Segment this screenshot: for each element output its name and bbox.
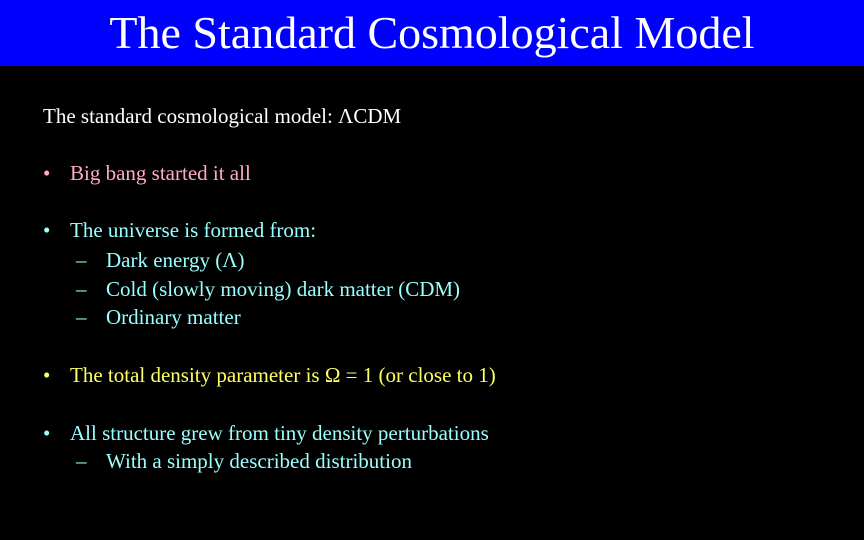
bullet-structure-growth: All structure grew from tiny density perturbations — [70, 421, 489, 445]
bullet-marker: • — [43, 218, 51, 242]
bullet-marker: • — [43, 363, 51, 387]
slide-title: The Standard Cosmological Model — [109, 7, 755, 58]
subitem-dark-energy: Dark energy (Λ) — [106, 248, 245, 272]
dash-marker: – — [76, 248, 87, 272]
subitem-ordinary-matter: Ordinary matter — [106, 305, 241, 329]
bullet-universe-formed: The universe is formed from: — [70, 218, 317, 242]
dash-marker: – — [76, 449, 87, 473]
bullet-marker: • — [43, 161, 51, 185]
bullet-marker: • — [43, 421, 51, 445]
dash-marker: – — [76, 305, 87, 329]
subitem-distribution: With a simply described distribution — [106, 449, 412, 473]
subitem-cold-dark-matter: Cold (slowly moving) dark matter (CDM) — [106, 277, 461, 301]
dash-marker: – — [76, 277, 87, 301]
bullet-density-parameter: The total density parameter is Ω = 1 (or close to 1) — [70, 363, 496, 387]
intro-text: The standard cosmological model: ΛCDM — [43, 104, 402, 128]
bullet-big-bang: Big bang started it all — [70, 161, 251, 185]
